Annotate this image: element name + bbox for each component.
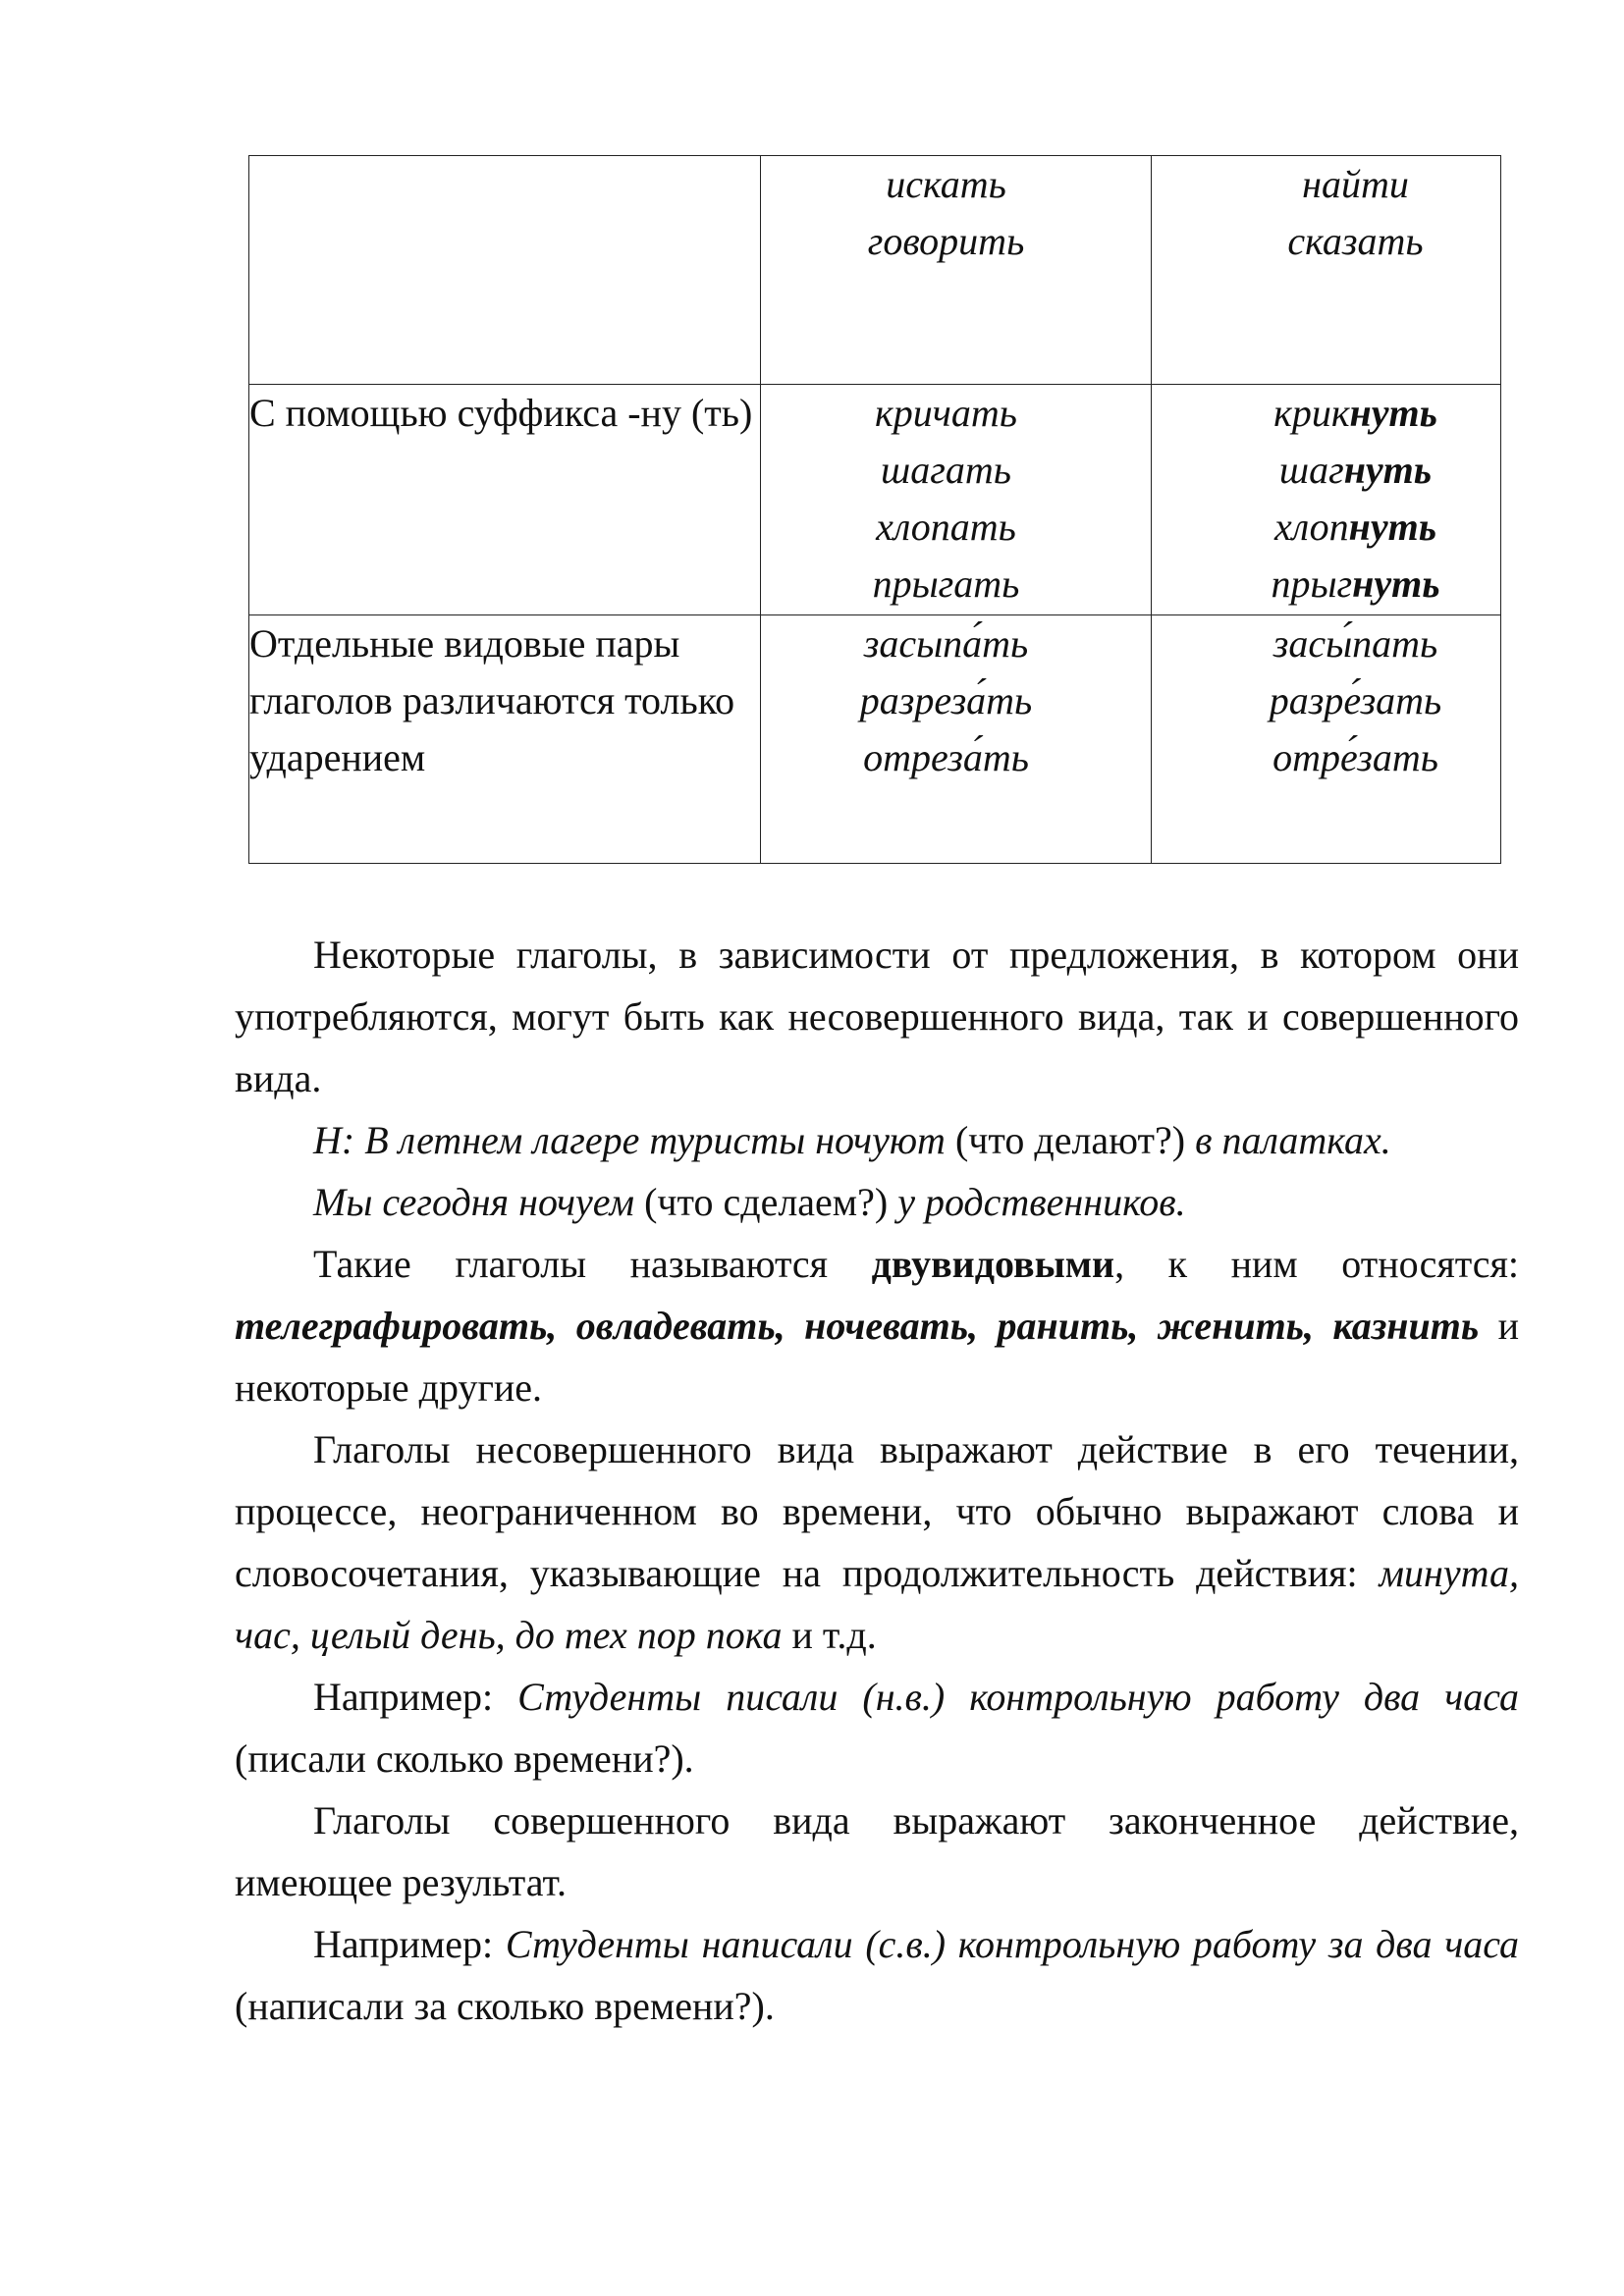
- imperfective-verb: прыгать: [872, 561, 1020, 606]
- method-cell: Отдельные видовые пары глаголов различаются только ударением: [249, 615, 761, 864]
- imperfective-cell: [761, 615, 1152, 864]
- perfective-cell: [1152, 385, 1501, 615]
- table-row: [249, 615, 1501, 864]
- perfective-cell: [1152, 156, 1501, 385]
- perfective-cell: [1152, 615, 1501, 864]
- perfective-verb: хлопнуть: [1273, 505, 1437, 549]
- example-sentence: Н: В летнем лагере туристы ночуют (что делают?) в палатках.: [313, 1118, 1391, 1162]
- example-paragraph: Например: Студенты писали (н.в.) контрольную работу два часа (писали сколько времени?).: [235, 1675, 1519, 1781]
- paragraph: Глаголы несовершенного вида выражают действие в его течении, процессе, неограниченном во времени, что обычно выражают слова и словосочетания, указывающие на продолжительность действия: минута, час, целый день, до тех пор пока и т.д.: [235, 1427, 1519, 1657]
- paragraph: Глаголы совершенного вида выражают законченное действие, имеющее результат.: [235, 1798, 1519, 1904]
- paragraph: Такие глаголы называются двувидовыми, к ним относятся: телеграфировать, овладевать, ночевать, ранить, женить, казнить и некоторые другие.: [235, 1242, 1520, 1410]
- imperfective-verb: кричать: [875, 391, 1017, 435]
- paragraph: Некоторые глаголы, в зависимости от предложения, в котором они употребляются, могут быть как несовершенного вида, так и совершенного вида.: [235, 933, 1519, 1100]
- imperfective-verb: отреза́ть: [863, 735, 1029, 779]
- imperfective-verb: шагать: [881, 448, 1011, 492]
- perfective-verb: разре́зать: [1269, 678, 1442, 722]
- imperfective-verb: хлопать: [876, 505, 1016, 549]
- perfective-verb: прыгнуть: [1271, 561, 1440, 606]
- imperfective-cell: [761, 385, 1152, 615]
- verb-aspect-table: [248, 155, 1501, 864]
- table-row: [249, 156, 1501, 385]
- imperfective-verb: искать: [886, 162, 1006, 206]
- table-row: [249, 385, 1501, 615]
- body-text: [235, 924, 1519, 2037]
- method-cell: [249, 156, 761, 385]
- method-cell: С помощью суффикса -ну (ть): [249, 385, 761, 615]
- perfective-verb: отре́зать: [1272, 735, 1438, 779]
- perfective-verb: сказать: [1287, 219, 1424, 263]
- perfective-verb: крикнуть: [1273, 391, 1437, 435]
- example-sentence: Мы сегодня ночуем (что сделаем?) у родственников.: [313, 1180, 1186, 1224]
- imperfective-verb: разреза́ть: [859, 678, 1033, 722]
- perfective-verb: найти: [1302, 162, 1409, 206]
- perfective-verb: шагнуть: [1278, 448, 1433, 492]
- example-paragraph: Например: Студенты написали (с.в.) контрольную работу за два часа (написали за сколько времени?).: [235, 1922, 1519, 2028]
- imperfective-cell: [761, 156, 1152, 385]
- imperfective-verb: говорить: [867, 219, 1025, 263]
- perfective-verb: засы́пать: [1272, 621, 1438, 666]
- imperfective-verb: засыпа́ть: [863, 621, 1029, 666]
